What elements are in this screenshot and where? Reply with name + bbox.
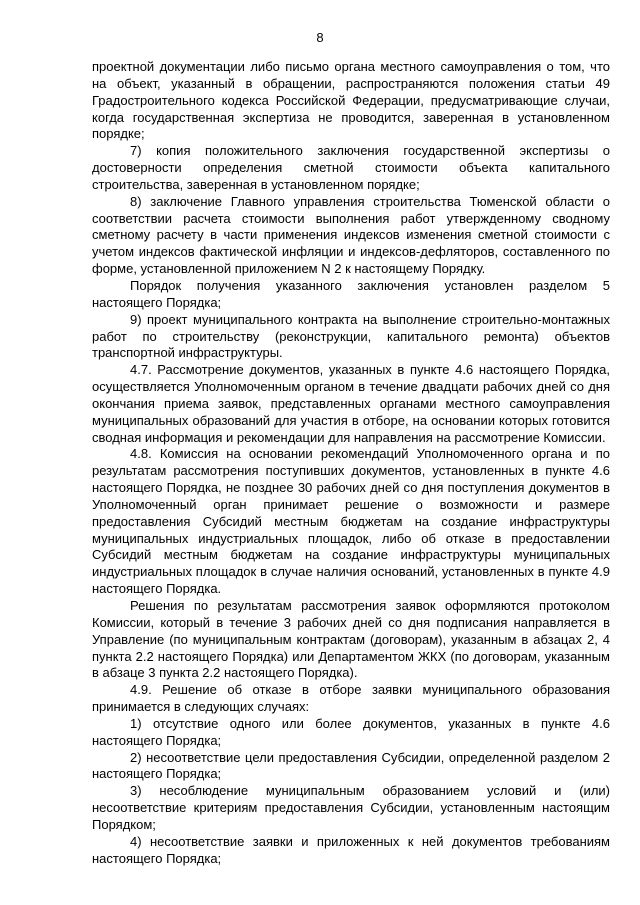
paragraph-project-documentation-continuation: проектной документации либо письмо органа местного самоуправления о том, что на объект, указанный в обращении, распространяются положения статьи 49 Градостроительного кодекса Российской Федерации, предусматривающие случаи, когда государственная экспертиза не проводится, заверенная в установленном порядке; bbox=[92, 59, 610, 142]
list-item-refusal-1: 1) отсутствие одного или более документов, указанных в пункте 4.6 настоящего Порядка; bbox=[92, 715, 610, 748]
page-number: 8 bbox=[316, 30, 324, 45]
paragraph-item-9: 9) проект муниципального контракта на выполнение строительно-монтажных работ по строительству (реконструкции, капитального ремонта) объектов транспортной инфраструктуры. bbox=[92, 311, 610, 361]
list-item-refusal-4: 4) несоответствие заявки и приложенных к ней документов требованиям настоящего Порядка; bbox=[92, 833, 610, 866]
paragraph-section-4-8: 4.8. Комиссия на основании рекомендаций Уполномоченного органа и по результатам рассмотрения поступивших документов, установленных в пункте 4.6 настоящего Порядка, не позднее 30 рабочих дней со дня поступления документов в Уполномоченный орган принимает решение о возможности и размере предоставления Субсидий местным бюджетам на создание инфраструктуры муниципальных индустриальных площадок, либо об отказе в предоставлении Субсидий местным бюджетам на создание инфраструктуры муниципальных индустриальных площадок в случае наличия оснований, установленных в пункте 4.9 настоящего Порядка. bbox=[92, 446, 610, 597]
paragraph-section-4-9: 4.9. Решение об отказе в отборе заявки муниципального образования принимается в следующих случаях: bbox=[92, 682, 610, 715]
paragraph-commission-decisions: Решения по результатам рассмотрения заявок оформляются протоколом Комиссии, который в течение 3 рабочих дней со дня подписания направляется в Управление (по муниципальным контрактам (договорам), указанным в абзацах 2, 4 пункта 2.2 настоящего Порядка) или Департаментом ЖКХ (по договорам, указанным в абзаце 3 пункта 2.2 настоящего Порядка). bbox=[92, 598, 610, 681]
paragraph-section-4-7: 4.7. Рассмотрение документов, указанных в пункте 4.6 настоящего Порядка, осуществляется Уполномоченным органом в течение двадцати рабочих дней со дня окончания приема заявок, представленных органами местного самоуправления муниципальных образований для участия в отборе, на основании которых готовится сводная информация и рекомендации для направления на рассмотрение Комиссии. bbox=[92, 362, 610, 445]
paragraph-item-7: 7) копия положительного заключения государственной экспертизы о достоверности определения сметной стоимости объекта капитального строительства, заверенная в установленном порядке; bbox=[92, 143, 610, 192]
paragraph-conclusion-procedure: Порядок получения указанного заключения установлен разделом 5 настоящего Порядка; bbox=[92, 277, 610, 310]
list-item-refusal-3: 3) несоблюдение муниципальным образованием условий и (или) несоответствие критериям предоставления Субсидии, установленным настоящим Порядком; bbox=[92, 783, 610, 832]
document-body bbox=[92, 59, 610, 868]
list-item-refusal-2: 2) несоответствие цели предоставления Субсидии, определенной разделом 2 настоящего Порядка; bbox=[92, 749, 610, 782]
paragraph-item-8: 8) заключение Главного управления строительства Тюменской области о соответствии расчета стоимости выполнения работ утвержденному сводному сметному расчету в части применения индексов изменения сметной стоимости с учетом индексов фактической инфляции и индексов-дефляторов, составленного по форме, установленной приложением N 2 к настоящему Порядку. bbox=[92, 193, 610, 277]
